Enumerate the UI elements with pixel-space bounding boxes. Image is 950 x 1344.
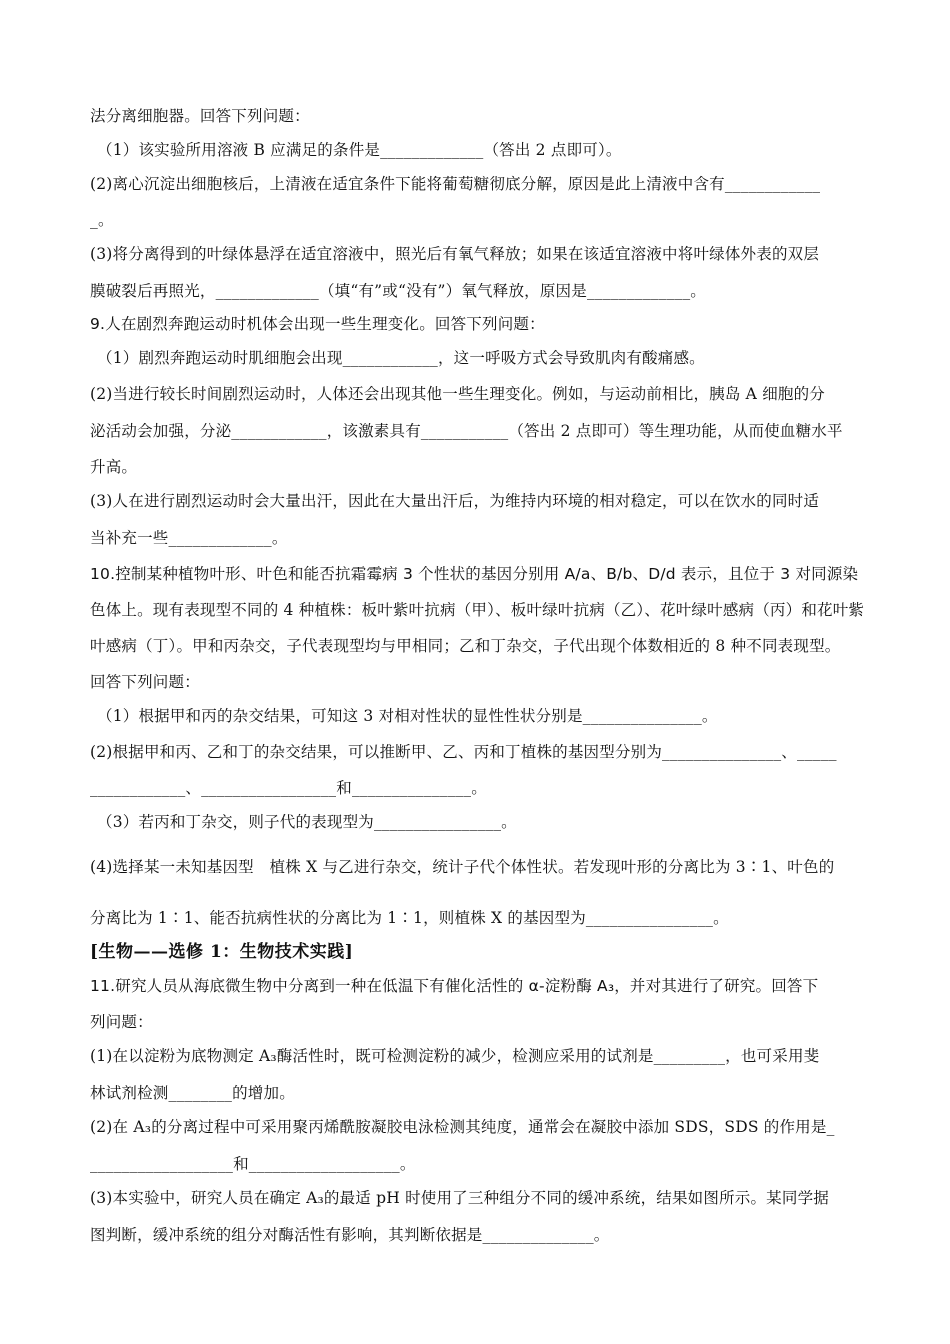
question-9-part-2: (2)当进行较长时间剧烈运动时，人体还会出现其他一些生理变化。例如，与运动前相比，胰岛 A 细胞的分 bbox=[90, 385, 826, 403]
question-10-part-3: （3）若丙和丁杂交，则子代的表现型为________________。 bbox=[97, 813, 517, 831]
question-10-part-4: (4)选择某一未知基因型 植株 X 与乙进行杂交，统计子代个体性状。若发现叶形的分离比为 3∶1、叶色的 bbox=[90, 858, 835, 876]
text-line: 林试剂检测________的增加。 bbox=[90, 1084, 295, 1102]
text-line: 色体上。现有表现型不同的 4 种植株：板叶紫叶抗病（甲）、板叶绿叶抗病（乙）、花叶绿叶感病（丙）和花叶紫 bbox=[90, 601, 865, 619]
text-line: 升高。 bbox=[90, 458, 138, 476]
question-9-part-3: (3)人在进行剧烈运动时会大量出汗，因此在大量出汗后，为维持内环境的相对稳定，可以在饮水的同时适 bbox=[90, 492, 820, 510]
question-8-part-2: (2)离心沉淀出细胞核后，上清液在适宜条件下能将葡萄糖彻底分解，原因是此上清液中含有____________ bbox=[90, 175, 821, 193]
text-line: _。 bbox=[90, 211, 114, 229]
question-11-part-1: (1)在以淀粉为底物测定 A₃酶活性时，既可检测淀粉的减少，检测应采用的试剂是_________，也可采用斐 bbox=[90, 1047, 820, 1065]
text-line: 当补充一些_____________。 bbox=[90, 529, 288, 547]
question-9-stem: 9.人在剧烈奔跑运动时机体会出现一些生理变化。回答下列问题： bbox=[90, 315, 545, 333]
text-line: 分离比为 1∶1、能否抗病性状的分离比为 1∶1，则植株 X 的基因型为________________。 bbox=[90, 909, 729, 927]
question-10-stem: 10.控制某种植物叶形、叶色和能否抗霜霉病 3 个性状的基因分别用 A/a、B/b、D/d 表示，且位于 3 对同源染 bbox=[90, 565, 859, 583]
section-heading: [生物——选修 1：生物技术实践] bbox=[90, 942, 354, 962]
text-line: 列问题： bbox=[90, 1013, 153, 1031]
question-8-part-1: （1）该实验所用溶液 B 应满足的条件是_____________（答出 2 点即可）。 bbox=[97, 141, 622, 159]
question-9-part-1: （1）剧烈奔跑运动时肌细胞会出现____________，这一呼吸方式会导致肌肉有酸痛感。 bbox=[97, 349, 705, 367]
text-line: 回答下列问题： bbox=[90, 673, 200, 691]
text-line: ____________、_________________和_______________。 bbox=[90, 779, 487, 797]
question-11-part-2: (2)在 A₃的分离过程中可采用聚丙烯酰胺凝胶电泳检测其纯度，通常会在凝胶中添加 SDS，SDS 的作用是_ bbox=[90, 1118, 835, 1136]
question-10-part-1: （1）根据甲和丙的杂交结果，可知这 3 对相对性状的显性性状分别是_______________。 bbox=[97, 707, 718, 725]
question-11-part-3: (3)本实验中，研究人员在确定 A₃的最适 pH 时使用了三种组分不同的缓冲系统，结果如图所示。某同学据 bbox=[90, 1189, 829, 1207]
text-line: 图判断，缓冲系统的组分对酶活性有影响，其判断依据是______________。 bbox=[90, 1226, 610, 1244]
text-line: 泌活动会加强，分泌____________，该激素具有___________（答出 2 点即可）等生理功能，从而使血糖水平 bbox=[90, 422, 843, 440]
text-line: __________________和___________________。 bbox=[90, 1155, 416, 1173]
question-10-part-2: (2)根据甲和丙、乙和丁的杂交结果，可以推断甲、乙、丙和丁植株的基因型分别为_______________、_____ bbox=[90, 743, 837, 761]
text-line: 法分离细胞器。回答下列问题： bbox=[90, 107, 310, 125]
question-11-stem: 11.研究人员从海底微生物中分离到一种在低温下有催化活性的 α-淀粉酶 A₃，并对其进行了研究。回答下 bbox=[90, 977, 819, 995]
text-line: 叶感病（丁）。甲和丙杂交，子代表现型均与甲相同；乙和丁杂交，子代出现个体数相近的 8 种不同表现型。 bbox=[90, 637, 841, 655]
question-8-part-3: (3)将分离得到的叶绿体悬浮在适宜溶液中，照光后有氧气释放；如果在该适宜溶液中将叶绿体外表的双层 bbox=[90, 245, 820, 263]
text-line: 膜破裂后再照光，_____________（填“有”或“没有”）氧气释放，原因是_____________。 bbox=[90, 282, 706, 300]
